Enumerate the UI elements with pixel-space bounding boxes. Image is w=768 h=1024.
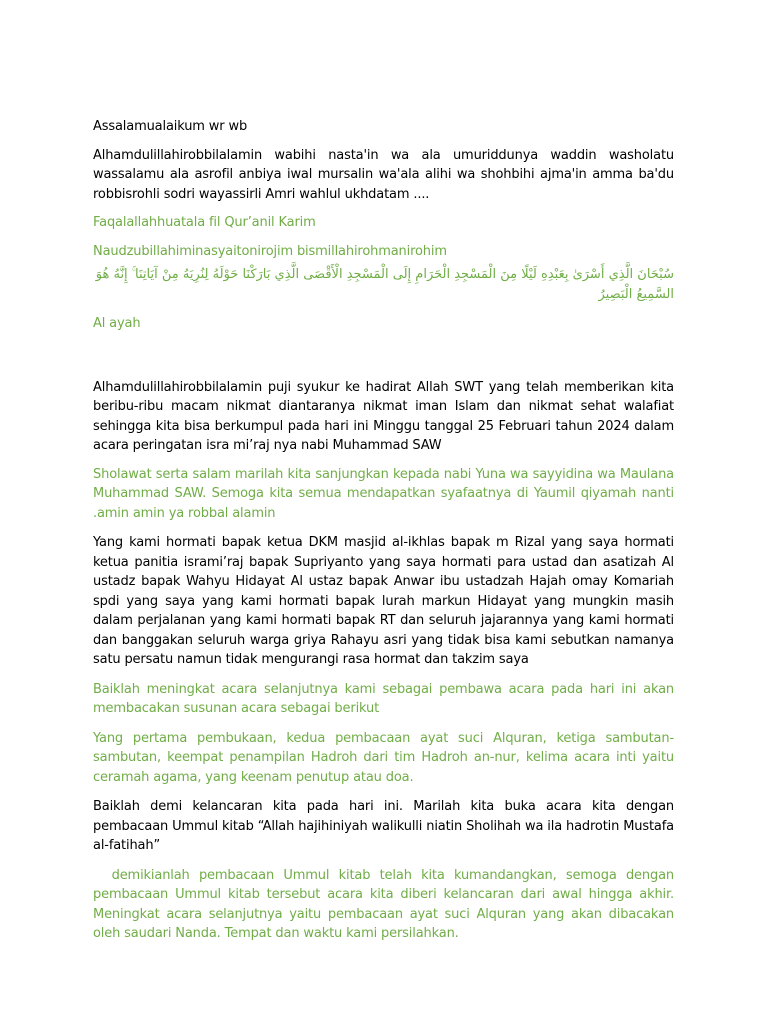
- ayah-label-paragraph: Al ayah: [93, 316, 141, 331]
- arabic-verse-paragraph: سُبْحَانَ الَّذِي أَسْرَىٰ بِعَبْدِهِ لَيْلًا مِنَ الْمَسْجِدِ الْحَرَامِ إِلَى الْمَسْجِدِ الْأَقْصَى الَّذِي بَارَكْنَا حَوْلَهُ لِنُرِيَهُ مِنْ آيَاتِنَا ۚ إِنَّهُ هُوَ السَّمِيعُ الْبَصِيرُ: [95, 267, 674, 302]
- agenda-intro-paragraph: Baiklah meningkat acara selanjutnya kami sebagai pembawa acara pada hari ini akan membacakan susunan acara sebagai berikut: [93, 681, 674, 716]
- agenda-list-paragraph: Yang pertama pembukaan, kedua pembacaan ayat suci Alquran, ketiga sambutan-sambutan, keempat penampilan Hadroh dari tim Hadroh an-nur, kelima acara inti yaitu ceramah agama, yang keenam penutup atau doa.: [93, 730, 674, 785]
- greeting-paragraph: Assalamualaikum wr wb: [93, 119, 248, 134]
- document-page: [93, 117, 678, 944]
- gratitude-paragraph: Alhamdulillahirobbilalamin puji syukur ke hadirat Allah SWT yang telah memberikan kita beribu-ribu macam nikmat diantaranya nikmat iman Islam dan nikmat sehat walafiat sehingga kita bisa berkumpul pada hari ini Minggu tanggal 25 Februari tahun 2024 dalam acara peringatan isra mi’raj nya nabi Muhammad SAW: [93, 379, 674, 453]
- taawudz-basmalah-paragraph: Naudzubillahiminasyaitonirojim bismillahirohmanirohim: [93, 243, 447, 259]
- quran-intro-paragraph: Faqalallahhuatala fil Qur’anil Karim: [93, 215, 316, 230]
- closing-paragraph: demikianlah pembacaan Ummul kitab telah kita kumandangkan, semoga dengan pembacaan Ummul kitab tersebut acara kita diberi kelancaran dari awal hingga akhir. Meningkat acara selanjutnya yaitu pembacaan ayat suci Alquran yang akan dibacakan oleh saudari Nanda. Tempat dan waktu kami persilahkan.: [93, 867, 678, 941]
- ummul-kitab-paragraph: Baiklah demi kelancaran kita pada hari ini. Marilah kita buka acara kita dengan pembacaan Ummul kitab “Allah hajihiniyah walikulli niatin Sholihah wa ila hadrotin Mustafa al-fatihah”: [93, 799, 674, 853]
- sholawat-paragraph: Sholawat serta salam marilah kita sanjungkan kepada nabi Yuna wa sayyidina wa Maulana Muhammad SAW. Semoga kita semua mendapatkan syafaatnya di Yaumil qiyamah nanti .amin amin ya robbal alamin: [93, 466, 674, 521]
- respected-guests-paragraph: Yang kami hormati bapak ketua DKM masjid al-ikhlas bapak m Rizal yang saya hormati ketua panitia isrami’raj bapak Supriyanto yang saya hormati para ustad dan asatizah Al ustadz bapak Wahyu Hidayat Al ustaz bapak Anwar ibu ustadzah Hajah omay Komariah spdi yang saya yang kami hormati bapak lurah markun Hidayat yang mungkin masih dalam perjalanan yang kami hormati bapak RT dan seluruh jajarannya yang kami hormati dan banggakan seluruh warga griya Rahayu asri yang tidak bisa kami sebutkan namanya satu persatu namun tidak mengurangi rasa hormat dan takzim saya: [93, 535, 674, 667]
- opening-prayer-paragraph: Alhamdulillahirobbilalamin wabihi nasta'in wa ala umuriddunya waddin washolatu wassalamu ala asrofil anbiya iwal mursalin wa'ala alihi wa shohbihi ajma'in amma ba'du robbisrohli sodri wayassirli Amri wahlul ukhdatam ....: [93, 147, 674, 202]
